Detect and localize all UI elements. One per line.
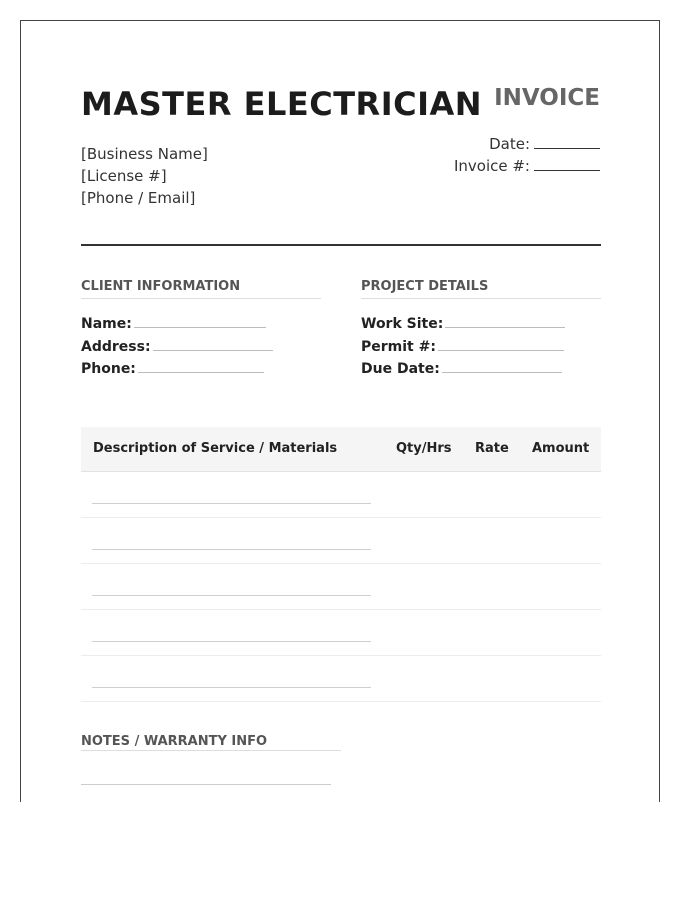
client-address-blank[interactable] [153,338,273,351]
work-site-blank[interactable] [445,315,565,328]
date-label: Date: [489,135,530,153]
work-site-label: Work Site: [361,316,444,332]
notes-blank[interactable] [81,784,331,785]
table-row [81,518,601,564]
description-blank[interactable] [92,595,371,596]
client-fields [81,313,273,381]
invoice-number-label: Invoice #: [453,157,530,175]
due-date-blank[interactable] [442,360,562,373]
license-placeholder: [License #] [81,167,167,185]
column-header-rate: Rate [475,441,509,456]
permit-label: Permit #: [361,338,436,355]
client-address-label: Address: [81,338,151,355]
client-name-field [81,313,273,336]
client-name-blank[interactable] [134,315,266,328]
business-name-placeholder: [Business Name] [81,145,208,163]
table-row [81,656,601,702]
due-date-label: Due Date: [361,361,440,377]
business-info [81,143,208,209]
description-blank[interactable] [92,549,371,550]
client-name-label: Name: [81,316,132,332]
description-blank[interactable] [92,503,371,504]
client-phone-label: Phone: [81,361,136,377]
due-date-field [361,358,565,381]
column-header-description: Description of Service / Materials [93,441,338,456]
contact-placeholder: [Phone / Email] [81,189,196,207]
invoice-meta [454,133,600,177]
table-row [81,610,601,656]
invoice-number-row [454,155,600,177]
client-phone-field [81,358,273,381]
column-header-amount: Amount [532,441,590,456]
header-divider [81,244,601,246]
project-details-heading: PROJECT DETAILS [361,279,601,299]
work-site-field [361,313,565,336]
invoice-sheet [20,20,660,802]
date-row [454,133,600,155]
table-row [81,472,601,518]
description-blank[interactable] [92,687,371,688]
date-blank[interactable] [534,136,600,149]
column-header-qty: Qty/Hrs [396,441,452,456]
document-title: MASTER ELECTRICIAN [81,85,483,123]
table-header [81,427,601,472]
table-row [81,564,601,610]
project-fields [361,313,565,381]
client-phone-blank[interactable] [138,360,264,373]
client-info-heading: CLIENT INFORMATION [81,279,321,299]
notes-heading: NOTES / WARRANTY INFO [81,734,341,751]
services-table [81,427,601,702]
permit-blank[interactable] [438,338,564,351]
invoice-number-blank[interactable] [534,158,600,171]
invoice-label: INVOICE [494,85,600,111]
description-blank[interactable] [92,641,371,642]
client-address-field [81,336,273,359]
permit-field [361,336,565,359]
